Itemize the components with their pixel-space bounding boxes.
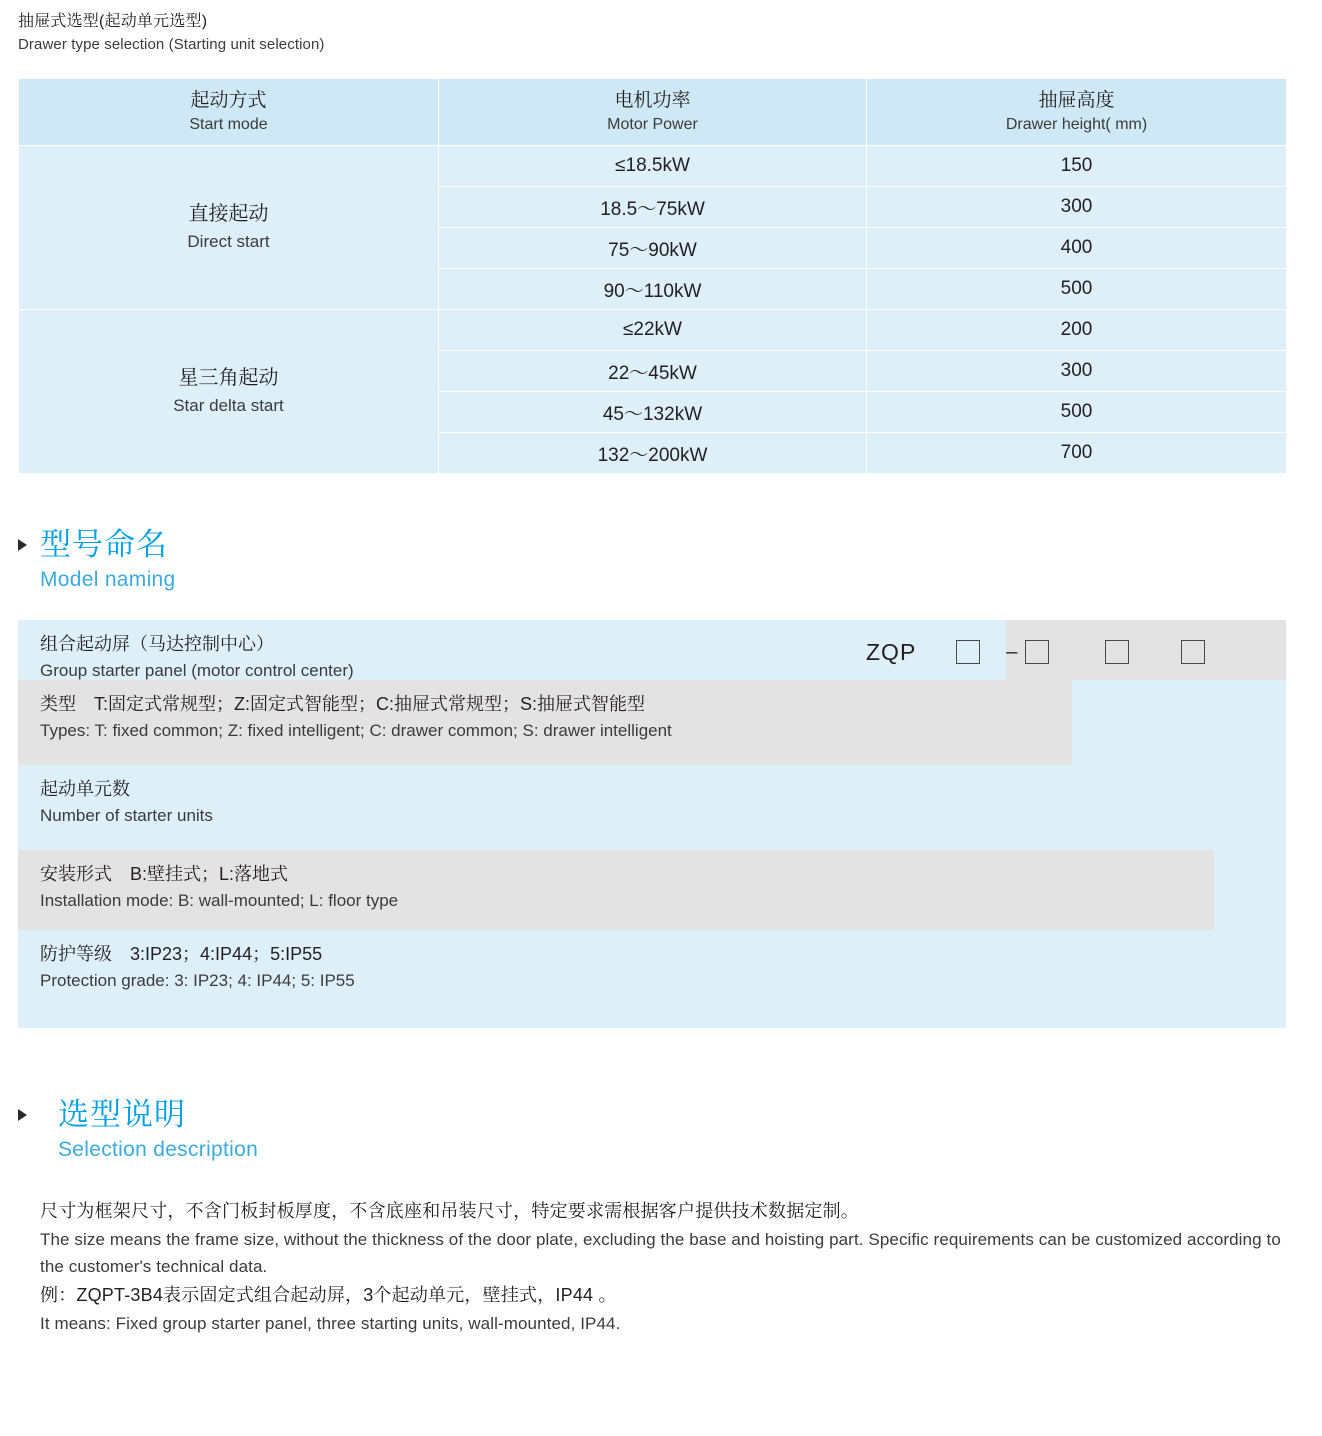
page-caption [18,10,918,56]
selection-description-text [40,1196,1290,1337]
column-header-drawer-height: 抽屉高度 Drawer height( mm) [867,79,1287,146]
section-header-selection-description [18,1095,258,1165]
naming-row-installation [18,850,1286,930]
naming-row-types [18,680,1286,765]
model-code-line [866,630,1286,674]
cell-drawer-height: 400 [867,228,1287,269]
caption-en: Drawer type selection (Starting unit selection) [18,36,325,53]
naming-cn: 类型 T:固定式常规型；Z:固定式智能型；C:抽屉式常规型；S:抽屉式智能型 [40,694,646,714]
cell-drawer-height: 300 [867,187,1287,228]
cell-motor-power: ≤22kW [439,310,867,351]
description-line: 尺寸为框架尺寸，不含门板封板厚度，不含底座和吊装尺寸，特定要求需根据客户提供技术数据定制。 [40,1201,859,1221]
section-title-en: Model naming [40,568,176,591]
cell-drawer-height: 150 [867,146,1287,187]
model-naming-diagram [18,620,1286,1028]
naming-row-protection [18,930,1286,1012]
column-header-start-mode: 起动方式 Start mode [19,79,439,146]
description-line: The size means the frame size, without the thickness of the door plate, excluding the base and hoisting part. Specific requirements can be customized according to the customer's technical data. [40,1230,1281,1276]
code-prefix: ZQP [866,638,917,665]
naming-en: Types: T: fixed common; Z: fixed intelligent; C: drawer common; S: drawer intelligent [40,721,672,740]
triangle-bullet-icon [18,1109,27,1121]
naming-en: Protection grade: 3: IP23; 4: IP44; 5: IP55 [40,971,355,990]
table-header-row [19,79,1287,146]
cell-motor-power: 45～132kW [439,392,867,433]
naming-cn: 安装形式 B:壁挂式；L:落地式 [40,864,289,884]
naming-row-unit-count [18,765,1286,850]
cell-drawer-height: 700 [867,433,1287,474]
cell-drawer-height: 500 [867,269,1287,310]
code-box-installation[interactable] [1105,640,1129,664]
caption-cn: 抽屉式选型(起动单元选型) [18,13,208,30]
code-box-protection[interactable] [1181,640,1205,664]
code-box-type[interactable] [956,640,980,664]
cell-motor-power: 75～90kW [439,228,867,269]
naming-en: Installation mode: B: wall-mounted; L: floor type [40,891,399,910]
code-dash: – [1006,640,1018,663]
naming-cn: 起动单元数 [40,779,130,799]
section-header-model-naming [18,525,176,595]
section-title-cn: 型号命名 [40,527,168,562]
cell-motor-power: ≤18.5kW [439,146,867,187]
naming-en: Number of starter units [40,806,213,825]
cell-motor-power: 132～200kW [439,433,867,474]
triangle-bullet-icon [18,539,27,551]
code-box-unit-count[interactable] [1025,640,1049,664]
drawer-selection-table [18,78,1287,474]
cell-drawer-height: 300 [867,351,1287,392]
description-line: 例：ZQPT-3B4表示固定式组合起动屏，3个起动单元，壁挂式，IP44 。 [40,1285,617,1305]
cell-drawer-height: 200 [867,310,1287,351]
cell-start-mode-star-delta: 星三角起动 Star delta start [19,310,439,474]
table-row [19,146,1287,187]
column-header-motor-power: 电机功率 Motor Power [439,79,867,146]
cell-motor-power: 22～45kW [439,351,867,392]
naming-cn: 组合起动屏（马达控制中心） [40,634,274,654]
section-title-en: Selection description [58,1138,259,1161]
naming-en: Group starter panel (motor control center) [40,661,354,680]
description-line: It means: Fixed group starter panel, three starting units, wall-mounted, IP44. [40,1314,621,1333]
cell-motor-power: 18.5～75kW [439,187,867,228]
cell-drawer-height: 500 [867,392,1287,433]
table-row [19,310,1287,351]
naming-cn: 防护等级 3:IP23；4:IP44；5:IP55 [40,944,323,964]
naming-row-product [18,620,1286,680]
section-title-cn: 选型说明 [58,1097,186,1132]
cell-start-mode-direct: 直接起动 Direct start [19,146,439,310]
cell-motor-power: 90～110kW [439,269,867,310]
